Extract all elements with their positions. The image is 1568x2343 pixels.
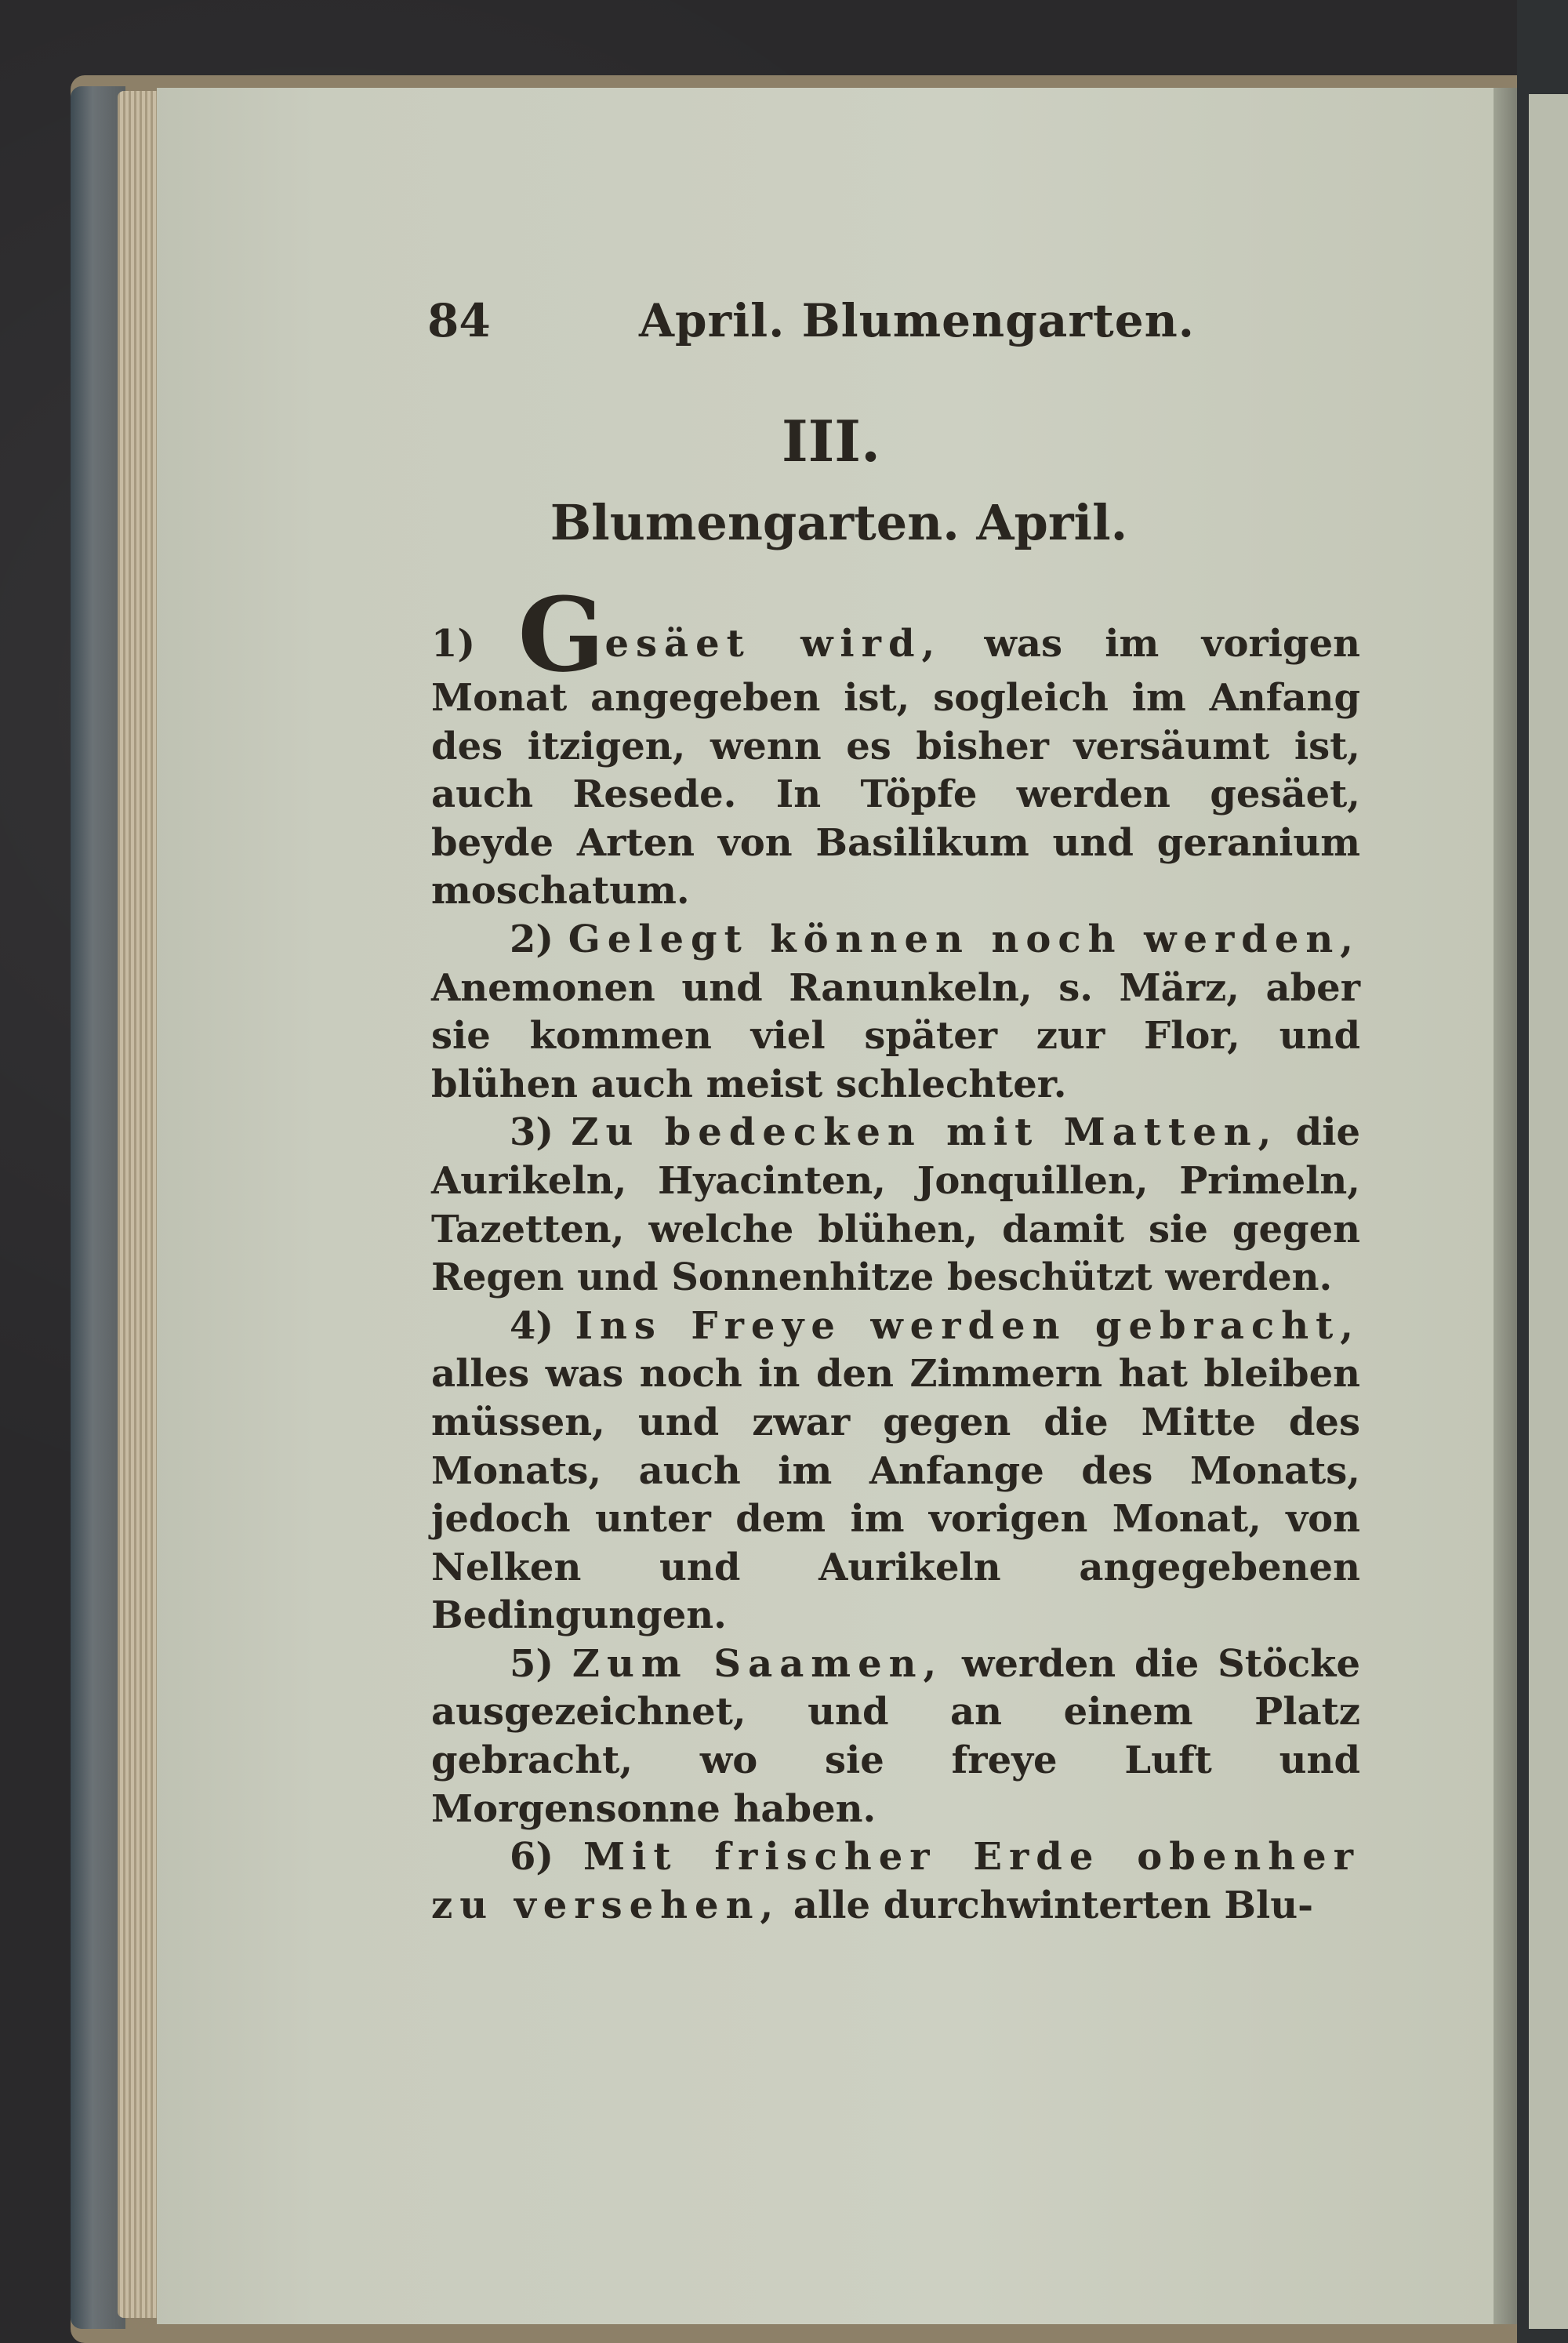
running-title: April. Blumengarten. — [639, 294, 1195, 347]
paragraph-number: 1) — [431, 622, 476, 666]
paragraph-text: die Aurikeln, Hyacinten, Jonquillen, Primeln, Tazetten, welche blühen, damit sie gegen Regen und Sonnenhitze beschützt werden. — [431, 1110, 1360, 1300]
paragraph-lead: Zum Saamen, — [572, 1641, 944, 1686]
section-title: Blumengarten. April. — [550, 494, 1128, 551]
paragraph-lead: Gelegt können noch werden, — [568, 917, 1360, 961]
paragraph-number: 3) — [510, 1110, 554, 1155]
paragraph-text: alle durchwinterten Blu- — [780, 1883, 1314, 1927]
body-text — [431, 575, 1361, 1930]
page-number: 84 — [427, 294, 491, 347]
paragraph-text: was im vorigen Monat angegeben ist, sogleich im Anfang des itzigen, wenn es bisher versäumt ist, auch Resede. In Töpfe werden gesäet, beyde Arten von Basilikum und geranium moschatum. — [431, 622, 1361, 914]
paragraph-number: 6) — [510, 1835, 554, 1880]
paragraph-lead: Ins Freye werden gebracht, — [575, 1303, 1360, 1348]
paragraph-number: 2) — [510, 917, 554, 961]
paragraph-text: werden die Stöcke ausgezeichnet, und an einem Platz gebracht, wo sie freye Luft und Morgensonne haben. — [431, 1641, 1360, 1831]
paragraph-text: Anemonen und Ranunkeln, s. März, aber sie kommen viel später zur Flor, und blühen auch meist schlechter. — [431, 965, 1360, 1106]
paragraph-6 — [431, 1833, 1360, 1930]
paragraph-3 — [431, 1109, 1360, 1302]
drop-cap: G — [517, 575, 605, 695]
paragraph-lead: Mit frischer Erde obenher zu versehen, — [431, 1835, 1360, 1927]
section-number: III. — [781, 408, 881, 474]
paragraph-4 — [431, 1302, 1360, 1640]
paragraph-text: alles was noch in den Zimmern hat bleiben müssen, und zwar gegen die Mitte des Monats, auch im Anfange des Monats, jedoch unter dem im vorigen Monat, von Nelken und Aurikeln angegebenen Bedingungen. — [431, 1352, 1360, 1638]
paragraph-number: 4) — [510, 1303, 554, 1348]
paragraph-lead: Zu bedecken mit Matten, — [571, 1110, 1279, 1155]
paragraph-5 — [431, 1640, 1360, 1833]
paragraph-number: 5) — [510, 1641, 554, 1686]
paragraph-lead: esäet wird, — [604, 622, 942, 666]
paragraph-1 — [431, 575, 1361, 916]
paragraph-2 — [431, 916, 1360, 1109]
running-header — [427, 294, 1227, 357]
